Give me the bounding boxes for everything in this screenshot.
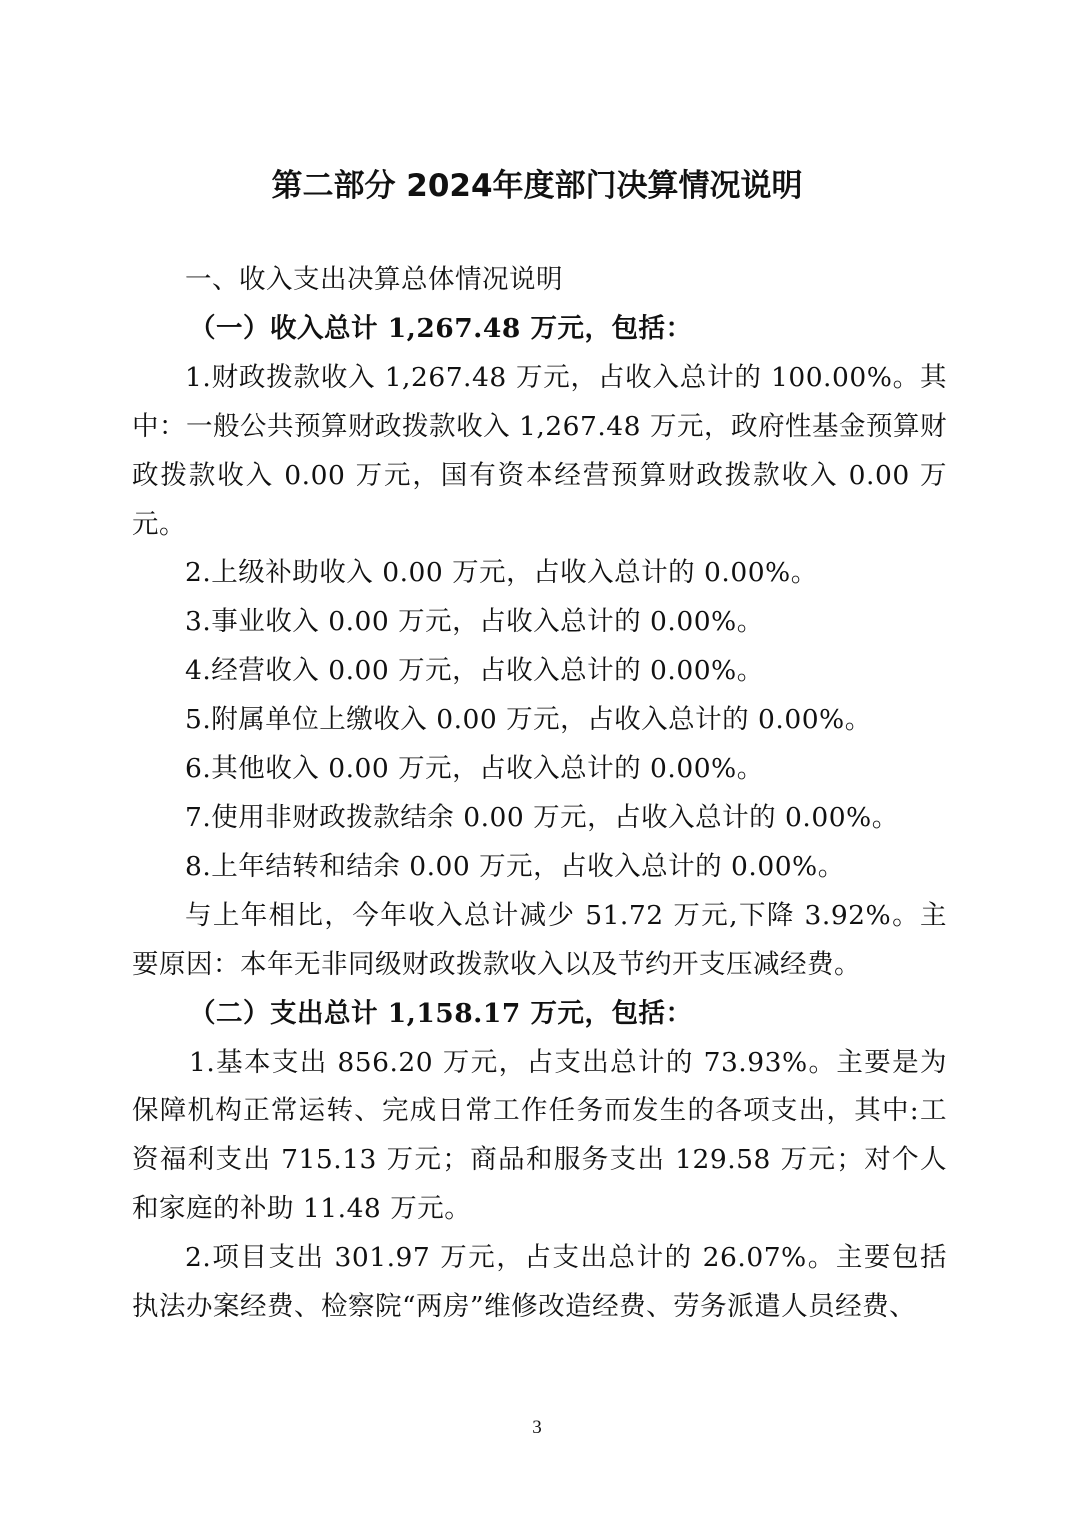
document-body <box>132 256 947 1332</box>
income-item: 4.经营收入 0.00 万元，占收入总计的 0.00%。 <box>185 655 764 687</box>
income-item: 6.其他收入 0.00 万元，占收入总计的 0.00%。 <box>185 753 764 785</box>
income-item: 8.上年结转和结余 0.00 万元，占收入总计的 0.00%。 <box>185 850 845 882</box>
expense-heading: （二）支出总计 1,158.17 万元，包括： <box>188 997 693 1029</box>
income-item: 7.使用非财政拨款结余 0.00 万元，占收入总计的 0.00%。 <box>185 801 899 833</box>
expense-item: 1.基本支出 856.20 万元，占支出总计的 73.93%。主要是为保障机构正常运转、完成日常工作任务而发生的各项支出，其中:工资福利支出 715.13 万元；商品和服务支出 129.58 万元；对个人和家庭的补助 11.48 万元。 <box>132 1046 947 1225</box>
income-comparison: 与上年相比，今年收入总计减少 51.72 万元,下降 3.92%。主要原因：本年无非同级财政拨款收入以及节约开支压减经费。 <box>132 899 947 980</box>
income-heading: （一）收入总计 1,267.48 万元，包括： <box>188 312 693 344</box>
income-item: 3.事业收入 0.00 万元，占收入总计的 0.00%。 <box>185 606 764 638</box>
page-title: 第二部分 2024年度部门决算情况说明 <box>271 168 803 204</box>
income-item: 1.财政拨款收入 1,267.48 万元，占收入总计的 100.00%。其中：一般公共预算财政拨款收入 1,267.48 万元，政府性基金预算财政拨款收入 0.00 万元，国有资本经营预算财政拨款收入 0.00 万元。 <box>132 361 947 540</box>
expense-item: 2.项目支出 301.97 万元，占支出总计的 26.07%。主要包括执法办案经费、检察院“两房”维修改造经费、劳务派遣人员经费、 <box>132 1242 947 1323</box>
income-item: 5.附属单位上缴收入 0.00 万元，占收入总计的 0.00%。 <box>185 704 872 736</box>
page-number: 3 <box>532 1417 542 1438</box>
section-heading: 一、收入支出决算总体情况说明 <box>185 264 563 295</box>
income-item: 2.上级补助收入 0.00 万元，占收入总计的 0.00%。 <box>185 557 818 589</box>
